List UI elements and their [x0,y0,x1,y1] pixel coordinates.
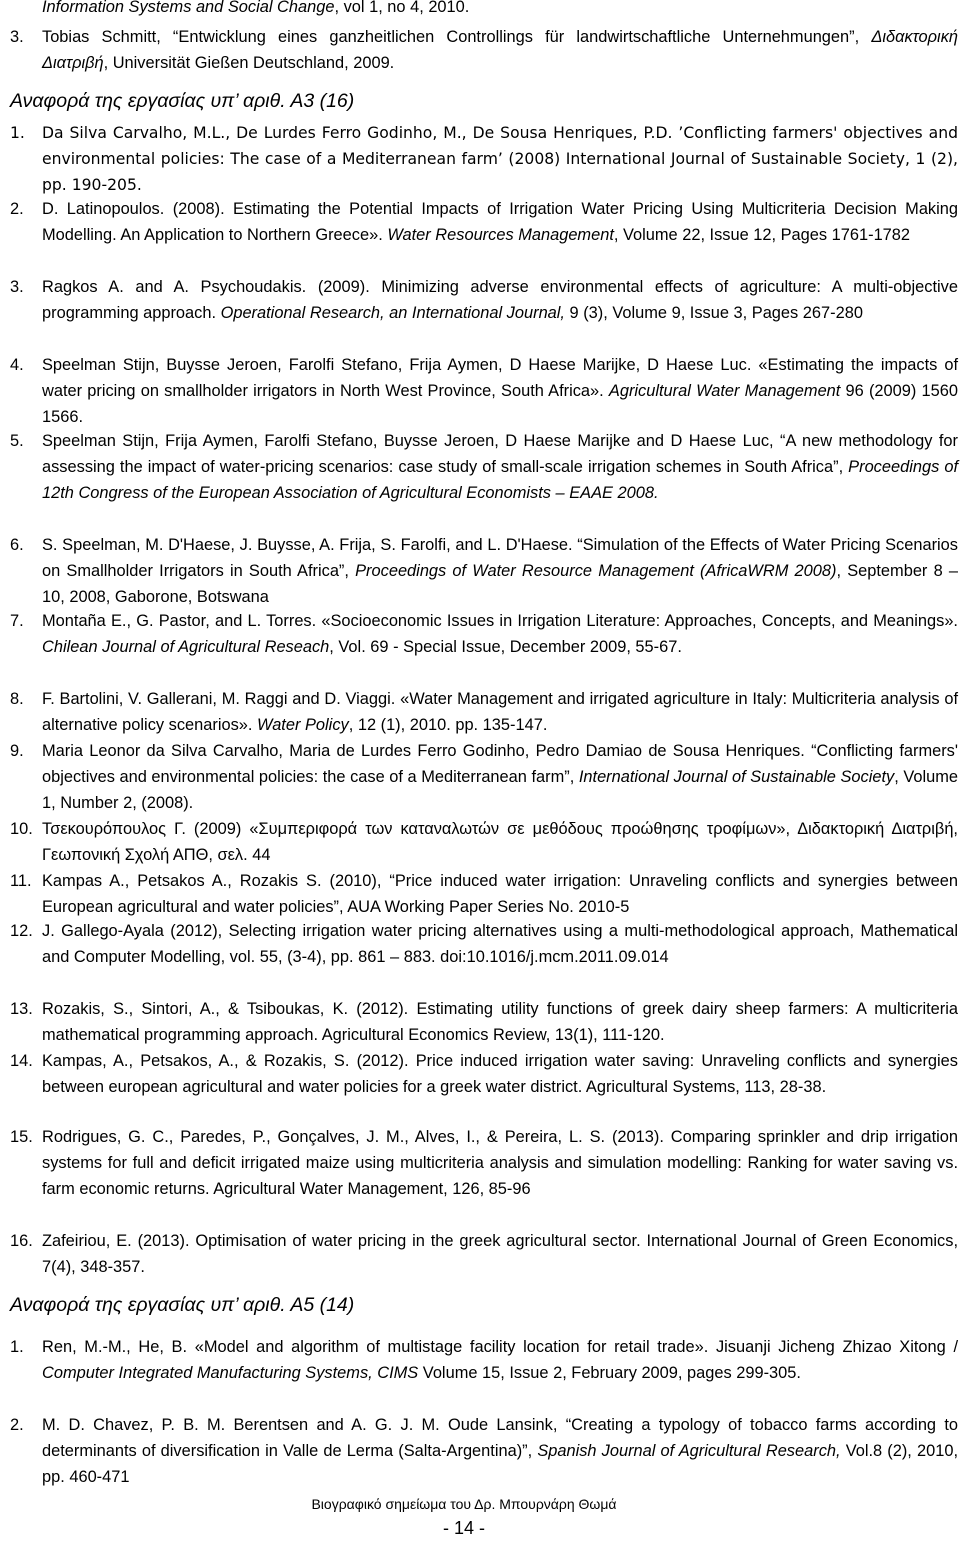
reference-text-segment: M. D. Chavez, P. B. M. Berentsen and A. G. J. M. Oude Lansink, “Creating a typology of tobacco farms according to determinants of diversification in Valle de Lerma (Salta-Argentina)”, [42,1416,958,1460]
reference-text-segment: , Volume 1, Number 2, (2008). [42,768,959,812]
reference-text-segment: Τσεκουρόπουλος Γ. (2009) «Συμπεριφορά των καταναλωτών σε μεθόδους προώθησης τροφίμων», Διδακτορική Διατριβή, Γεωπονική Σχολή ΑΠΘ, σελ. 44 [42,820,958,864]
reference-title-italic: Chilean Journal of Agricultural Reseach [42,638,330,656]
reference-text-segment: Speelman Stijn, Buysse Jeroen, Farolfi Stefano, Frija Aymen, D Haese Marijke, D Haese Luc. «Estimating the impacts of water pricing on smallholder irrigators in North West Province, South Africa». [42,356,958,400]
reference-title-italic: Proceedings of Water Resource Management (AfricaWRM 2008) [355,562,837,580]
reference-item [0,738,958,816]
reference-number: 2. [10,1416,24,1434]
reference-text-segment: 9 (3), Volume 9, Issue 3, Pages 267-280 [565,304,863,322]
reference-title-italic: Computer Integrated Manufacturing Systems, CIMS [42,1364,419,1382]
reference-item [0,274,958,326]
reference-text-segment: Tobias Schmitt, “Entwicklung eines ganzheitlichen Controllings für landwirtschaftliche Unternehmungen”, [42,28,872,46]
reference-text [42,428,958,506]
reference-number: 11. [10,872,32,890]
reference-text-segment: Kampas A., Petsakos A., Rozakis S. (2010), “Price induced water irrigation: Unraveling conflicts and synergies between European agricultural and water policies”, AUA Working Paper Series No. 2010-5 [42,872,958,916]
reference-text [42,274,958,326]
reference-text-segment: ’Conflicting farmers' objectives and environmental policies: The case of a Mediterranean farm’ (2008) International Journal of Sustainable Society, 1 (2), pp. 190-205. [42,124,958,194]
reference-item [0,352,958,430]
reference-text-segment: , 12 (1), 2010. pp. 135-147. [348,716,548,734]
reference-text [42,686,958,738]
reference-item [0,868,958,920]
reference-text-segment: Da Silva Carvalho, M.L., De Lurdes Ferro Godinho, M., De Sousa Henriques, P.D. [42,124,679,142]
reference-title-italic: Proceedings of 12th Congress of the European Association of Agricultural Economists – EAAE 2008. [42,458,958,502]
section-heading-a3: Αναφορά της εργασίας υπ’ αριθ. Α3 (16) [10,90,355,112]
reference-item [0,1124,958,1202]
reference-continuation [0,0,958,20]
reference-number: 1. [10,124,25,142]
reference-title-italic: Agricultural Water Management [608,382,841,400]
reference-item [0,1334,958,1386]
reference-item [0,996,958,1048]
reference-text-segment: S. Speelman, M. D'Haese, J. Buysse, A. Frija, S. Farolfi, and L. D'Haese. “Simulation of the Effects of Water Pricing Scenarios on Smallholder Irrigators in South Africa”, [42,536,958,580]
reference-text [42,24,958,76]
reference-number: 9. [10,742,24,760]
reference-title-italic: Water Resources Management [387,226,614,244]
reference-number: 13. [10,1000,33,1018]
reference-text-segment: Kampas, A., Petsakos, A., & Rozakis, S. (2012). Price induced irrigation water saving: Unraveling conflicts and synergies between european agricultural and water policies for a greek water district. Agricultural Systems, 113, 28-38. [42,1052,958,1096]
reference-text-segment: 96 (2009) 1560 1566. [42,382,958,426]
reference-item [0,686,958,738]
reference-text-segment: Rodrigues, G. C., Paredes, P., Gonçalves, J. M., Alves, I., & Pereira, L. S. (2013). Comparing sprinkler and drip irrigation systems for full and deficit irrigated maize using multicriteria analysis and simulation modelling: Ranking for water saving vs. farm economic returns. Agricultural Water Management, 126, 85-96 [42,1128,958,1198]
reference-text [42,1412,958,1490]
reference-text-segment: , Volume 22, Issue 12, Pages 1761-1782 [613,226,911,244]
reference-text-segment: , Universität Gießen Deutschland, 2009. [103,54,395,72]
reference-text [42,1048,958,1100]
reference-text-segment: , vol 1, no 4, 2010. [334,0,470,16]
reference-number: 3. [10,28,24,46]
reference-text-segment: Montaña E., G. Pastor, and L. Torres. «Socioeconomic Issues in Irrigation Literature: Approaches, Concepts, and Meanings». [42,612,958,630]
reference-item [0,428,958,506]
reference-text [42,996,958,1048]
reference-text [42,196,958,248]
reference-item [0,918,958,970]
reference-text-segment: F. Bartolini, V. Gallerani, M. Raggi and D. Viaggi. «Water Management and irrigated agriculture in Italy: Multicriteria analysis of alternative policy scenarios». [42,690,958,734]
page-number: - 14 - [442,1518,485,1538]
reference-number: 6. [10,536,24,554]
reference-text [42,352,958,430]
reference-number: 3. [10,278,24,296]
reference-text-segment: Zafeiriou, E. (2013). Optimisation of water pricing in the greek agricultural sector. International Journal of Green Economics, 7(4), 348-357. [42,1232,958,1276]
reference-number: 2. [10,200,24,218]
reference-text [42,532,958,610]
reference-text [42,918,958,970]
footer-author: Βιογραφικό σημείωμα του Δρ. Μπουρνάρη Θωμά [311,1496,617,1512]
reference-text [42,868,958,920]
reference-text-segment: Ragkos A. and A. Psychoudakis. (2009). Minimizing adverse environmental effects of agriculture: A multi-objective programming approach. [42,278,958,322]
reference-text-segment: Vol.8 (2), 2010, pp. 460-471 [42,1442,958,1486]
reference-text [42,1334,958,1386]
reference-text-segment: Maria Leonor da Silva Carvalho, Maria de Lurdes Ferro Godinho, Pedro Damiao de Sousa Henriques. “Conflicting farmers' objectives and environmental policies: the case of a Mediterranean farm”, [42,742,958,786]
reference-number: 8. [10,690,24,708]
reference-title-italic: Information Systems and Social Change [42,0,335,16]
reference-number: 16. [10,1232,33,1250]
reference-item [0,196,958,248]
reference-item [0,816,958,868]
reference-text [42,738,958,816]
reference-title-italic: International Journal of Sustainable Society [578,768,895,786]
reference-text [42,816,958,868]
reference-number: 4. [10,356,24,374]
reference-item [0,120,958,198]
reference-number: 5. [10,432,24,450]
reference-text-segment: D. Latinopoulos. (2008). Estimating the Potential Impacts of Irrigation Water Pricing Using Multicriteria Decision Making Modelling. An Application to Northern Greece». [42,200,958,244]
reference-number: 15. [10,1128,33,1146]
reference-item [0,1412,958,1490]
reference-text-segment: , Vol. 69 - Special Issue, December 2009, 55-67. [329,638,682,656]
reference-text [42,608,958,660]
reference-item [0,1228,958,1280]
reference-text-segment: Speelman Stijn, Frija Aymen, Farolfi Stefano, Buysse Jeroen, D Haese Marijke and D Haese Luc, “A new methodology for assessing the impact of water-pricing scenarios: case study of small-scale irrigation schemes in South Africa”, [42,432,958,476]
reference-item [0,532,958,610]
reference-item [0,24,958,76]
reference-title-italic: Διδακτορική Διατριβή [42,28,958,72]
reference-text [42,1124,958,1202]
reference-number: 14. [10,1052,33,1070]
reference-number: 1. [10,1338,24,1356]
reference-title-italic: Operational Research, an International Journal, [220,304,565,322]
reference-text [42,0,958,20]
reference-text-segment: J. Gallego-Ayala (2012), Selecting irrigation water pricing alternatives using a multi-methodological approach, Mathematical and Computer Modelling, vol. 55, (3-4), pp. 861 – 883. doi:10.1016/j.mcm.2011.09.014 [42,922,958,966]
reference-title-italic: Spanish Journal of Agricultural Research, [537,1442,841,1460]
reference-number: 7. [10,612,24,630]
reference-text [42,120,958,198]
reference-item [0,608,958,660]
reference-text-segment: Ren, M.-M., He, B. «Model and algorithm of multistage facility location for retail trade». Jisuanji Jicheng Zhizao Xitong / [42,1338,958,1356]
reference-text-segment: Volume 15, Issue 2, February 2009, pages 299-305. [418,1364,801,1382]
reference-text-segment: Rozakis, S., Sintori, A., & Tsiboukas, K. (2012). Estimating utility functions of greek dairy sheep farmers: A multicriteria mathematical programming approach. Agricultural Economics Review, 13(1), 111-120. [42,1000,958,1044]
reference-number: 10. [10,820,33,838]
reference-item [0,1048,958,1100]
reference-number: 12. [10,922,33,940]
reference-text-segment: , September 8 – 10, 2008, Gaborone, Botswana [42,562,958,606]
reference-title-italic: Water Policy [257,716,349,734]
section-heading-a5: Αναφορά της εργασίας υπ’ αριθ. Α5 (14) [10,1294,355,1316]
reference-text [42,1228,958,1280]
